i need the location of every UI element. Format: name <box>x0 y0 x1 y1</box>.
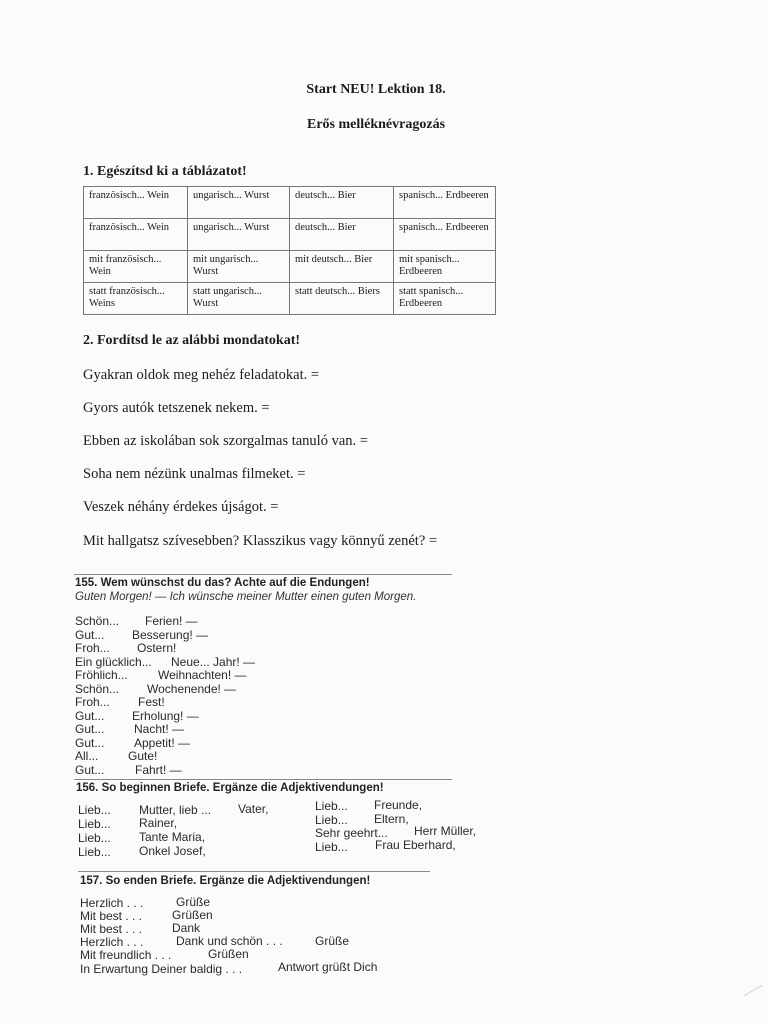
exercise-line-word: Gut... <box>75 628 105 642</box>
table-cell: mit deutsch... Bier <box>290 251 394 283</box>
letter-opening-word: Lieb... <box>78 803 111 817</box>
letter-opening-word: Lieb... <box>78 845 111 859</box>
letter-opening-word: Vater, <box>238 802 269 816</box>
table-row <box>84 187 496 219</box>
translation-sentence: Veszek néhány érdekes újságot. = <box>83 499 279 515</box>
exercise-line-word: Schön... <box>75 682 120 696</box>
exercise-155-example: Guten Morgen! — Ich wünsche meiner Mutter einen guten Morgen. <box>75 591 417 603</box>
letter-closing-word: Mit best . . . <box>80 922 143 936</box>
exercise-line-word: Appetit! — <box>134 736 191 750</box>
letter-opening-word: Eltern, <box>374 812 409 826</box>
exercise-line-word: All... <box>75 749 99 763</box>
letter-closing-word: Grüßen <box>208 947 249 961</box>
translation-sentence: Ebben az iskolában sok szorgalmas tanuló van. = <box>83 433 368 449</box>
table-cell: statt spanisch... Erdbeeren <box>394 283 496 315</box>
table-cell: spanisch... Erdbeeren <box>394 187 496 219</box>
letter-closing-word: In Erwartung Deiner baldig . . . <box>80 962 243 976</box>
letter-opening-word: Frau Eberhard, <box>375 838 456 852</box>
letter-closing-word: Grüßen <box>172 908 213 922</box>
table-cell: ungarisch... Wurst <box>188 187 290 219</box>
divider <box>74 574 452 575</box>
table-cell: statt ungarisch... Wurst <box>188 283 290 315</box>
letter-closing-word: Grüße <box>315 934 350 948</box>
exercise-1-heading: 1. Egészítsd ki a táblázatot! <box>83 164 247 179</box>
table-cell: deutsch... Bier <box>290 219 394 251</box>
exercise-line-word: Neue... Jahr! — <box>171 655 256 669</box>
exercise-157-heading: 157. So enden Briefe. Ergänze die Adjektivendungen! <box>80 875 371 887</box>
exercise-line-word: Ein glücklich... <box>75 655 152 669</box>
translation-sentence: Gyakran oldok meg nehéz feladatokat. = <box>83 367 320 383</box>
table-cell: mit spanisch... Erdbeeren <box>394 251 496 283</box>
letter-closing-word: Dank <box>172 921 201 935</box>
table-cell: deutsch... Bier <box>290 187 394 219</box>
letter-closing-word: Herzlich . . . <box>80 935 144 949</box>
exercise-line-word: Ferien! — <box>145 614 198 628</box>
exercise-line-word: Schön... <box>75 614 120 628</box>
letter-opening-word: Lieb... <box>315 799 348 813</box>
exercise-156-heading: 156. So beginnen Briefe. Ergänze die Adjektivendungen! <box>76 782 384 794</box>
scan-mark <box>743 985 763 997</box>
table-row <box>84 283 496 315</box>
table-cell: statt französisch... Weins <box>84 283 188 315</box>
exercise-line-word: Gut... <box>75 736 105 750</box>
table-cell: mit französisch... Wein <box>84 251 188 283</box>
translation-sentence: Soha nem nézünk unalmas filmeket. = <box>83 466 306 482</box>
table-cell: spanisch... Erdbeeren <box>394 219 496 251</box>
exercise-line-word: Froh... <box>75 695 110 709</box>
exercise-155-heading: 155. Wem wünschst du das? Achte auf die Endungen! <box>75 577 370 589</box>
exercise-line-word: Fahrt! — <box>135 763 182 777</box>
exercise-line-word: Froh... <box>75 641 110 655</box>
letter-opening-word: Rainer, <box>139 816 178 830</box>
exercise-line-word: Ostern! <box>137 641 177 655</box>
exercise-line-word: Gut... <box>75 722 105 736</box>
translation-sentence: Mit hallgatsz szívesebben? Klasszikus vagy könnyű zenét? = <box>83 533 438 549</box>
table-cell: mit ungarisch... Wurst <box>188 251 290 283</box>
exercise-line-word: Wochenende! — <box>147 682 237 696</box>
exercise-line-word: Besserung! — <box>132 628 209 642</box>
table-cell: französisch... Wein <box>84 187 188 219</box>
exercise-line-word: Fest! <box>138 695 165 709</box>
exercise-line-word: Gut... <box>75 709 105 723</box>
table-row <box>84 251 496 283</box>
letter-closing-word: Antwort grüßt Dich <box>278 960 378 974</box>
letter-closing-word: Mit freundlich . . . <box>80 948 172 962</box>
letter-opening-word: Herr Müller, <box>414 824 477 838</box>
exercise-line-word: Nacht! — <box>134 722 185 736</box>
table-row <box>84 219 496 251</box>
letter-closing-word: Herzlich . . . <box>80 896 144 910</box>
table-cell: französisch... Wein <box>84 219 188 251</box>
translation-sentence: Gyors autók tetszenek nekem. = <box>83 400 270 416</box>
page-subtitle: Erős melléknévragozás <box>306 117 446 132</box>
exercise-line-word: Gut... <box>75 763 105 777</box>
table-cell: ungarisch... Wurst <box>188 219 290 251</box>
letter-opening-word: Lieb... <box>78 831 111 845</box>
letter-opening-word: Tante Maria, <box>139 830 206 844</box>
letter-closing-word: Dank und schön . . . <box>176 934 283 948</box>
exercise-2-heading: 2. Fordítsd le az alábbi mondatokat! <box>83 333 301 348</box>
letter-opening-word: Mutter, lieb ... <box>139 803 212 817</box>
divider <box>74 779 452 780</box>
exercise-line-word: Erholung! — <box>132 709 199 723</box>
letter-opening-word: Sehr geehrt... <box>315 826 388 840</box>
exercise-line-word: Weihnachten! — <box>158 668 247 682</box>
table-cell: statt deutsch... Biers <box>290 283 394 315</box>
declension-table <box>83 186 496 315</box>
letter-opening-word: Freunde, <box>374 798 423 812</box>
page-title: Start NEU! Lektion 18. <box>306 82 446 97</box>
letter-opening-word: Lieb... <box>315 813 348 827</box>
exercise-line-word: Gute! <box>128 749 158 763</box>
letter-opening-word: Lieb... <box>78 817 111 831</box>
letter-closing-word: Mit best . . . <box>80 909 143 923</box>
divider <box>78 871 430 872</box>
letter-opening-word: Onkel Josef, <box>139 844 206 858</box>
letter-closing-word: Grüße <box>176 895 211 909</box>
exercise-line-word: Fröhlich... <box>75 668 128 682</box>
letter-opening-word: Lieb... <box>315 840 348 854</box>
